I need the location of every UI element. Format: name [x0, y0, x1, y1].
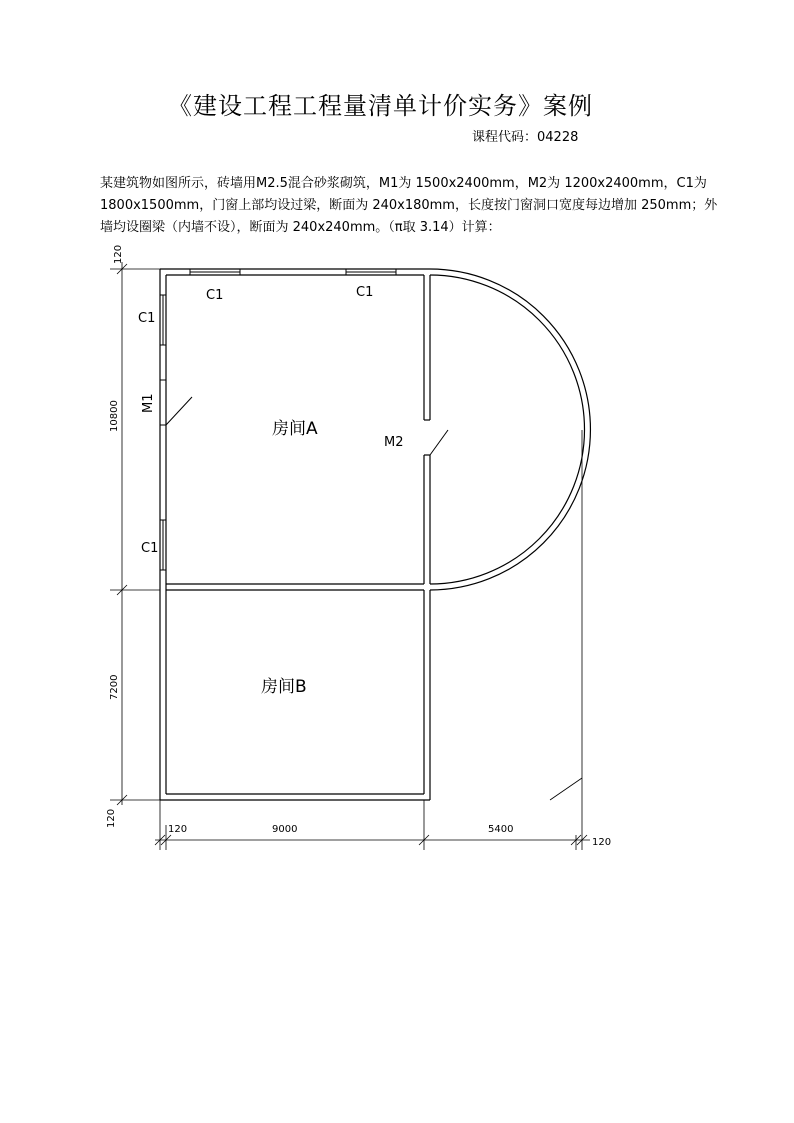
document-title: 《建设工程工程量清单计价实务》案例 [168, 92, 593, 120]
arc-wall-inner [430, 275, 585, 584]
dim-bottom-9000: 9000 [272, 824, 298, 835]
room-b-label: 房间B [261, 677, 307, 697]
door-m1-leaf [166, 397, 192, 425]
dim-bottom-5400: 5400 [488, 824, 514, 835]
label-m2: M2 [384, 435, 404, 450]
paragraph-line: 某建筑物如图所示，砖墙用M2.5混合砂浆砌筑，M1为 1500x2400mm，M2为 1200x2400mm，C1为 [100, 176, 707, 191]
dim-bottom-120: 120 [168, 824, 188, 835]
door-m2-leaf [430, 430, 448, 455]
dim-bottom-right-120: 120 [592, 837, 612, 848]
dim-left-10800: 10800 [109, 400, 120, 432]
course-code: 课程代码：04228 [472, 130, 579, 145]
label-m1: M1 [141, 393, 156, 413]
plan-walls [160, 269, 590, 800]
label-c1-left-upper: C1 [138, 311, 156, 326]
dim-left-top-120: 120 [113, 244, 124, 264]
label-c1-left-lower: C1 [141, 541, 159, 556]
paragraph-line: 1800x1500mm，门窗上部均设过梁，断面为 240x180mm，长度按门窗洞口宽度每边增加 250mm；外 [100, 198, 718, 213]
room-a-label: 房间A [272, 419, 318, 439]
arc-wall-outer [430, 269, 590, 590]
label-c1-top-left: C1 [206, 288, 224, 303]
paragraph-line: 墙均设圈梁（内墙不设），断面为 240x240mm。（π取 3.14）计算： [100, 220, 501, 235]
dim-left-7200: 7200 [109, 674, 120, 700]
dim-left-bottom-120: 120 [106, 808, 117, 828]
label-c1-top-right: C1 [356, 285, 374, 300]
